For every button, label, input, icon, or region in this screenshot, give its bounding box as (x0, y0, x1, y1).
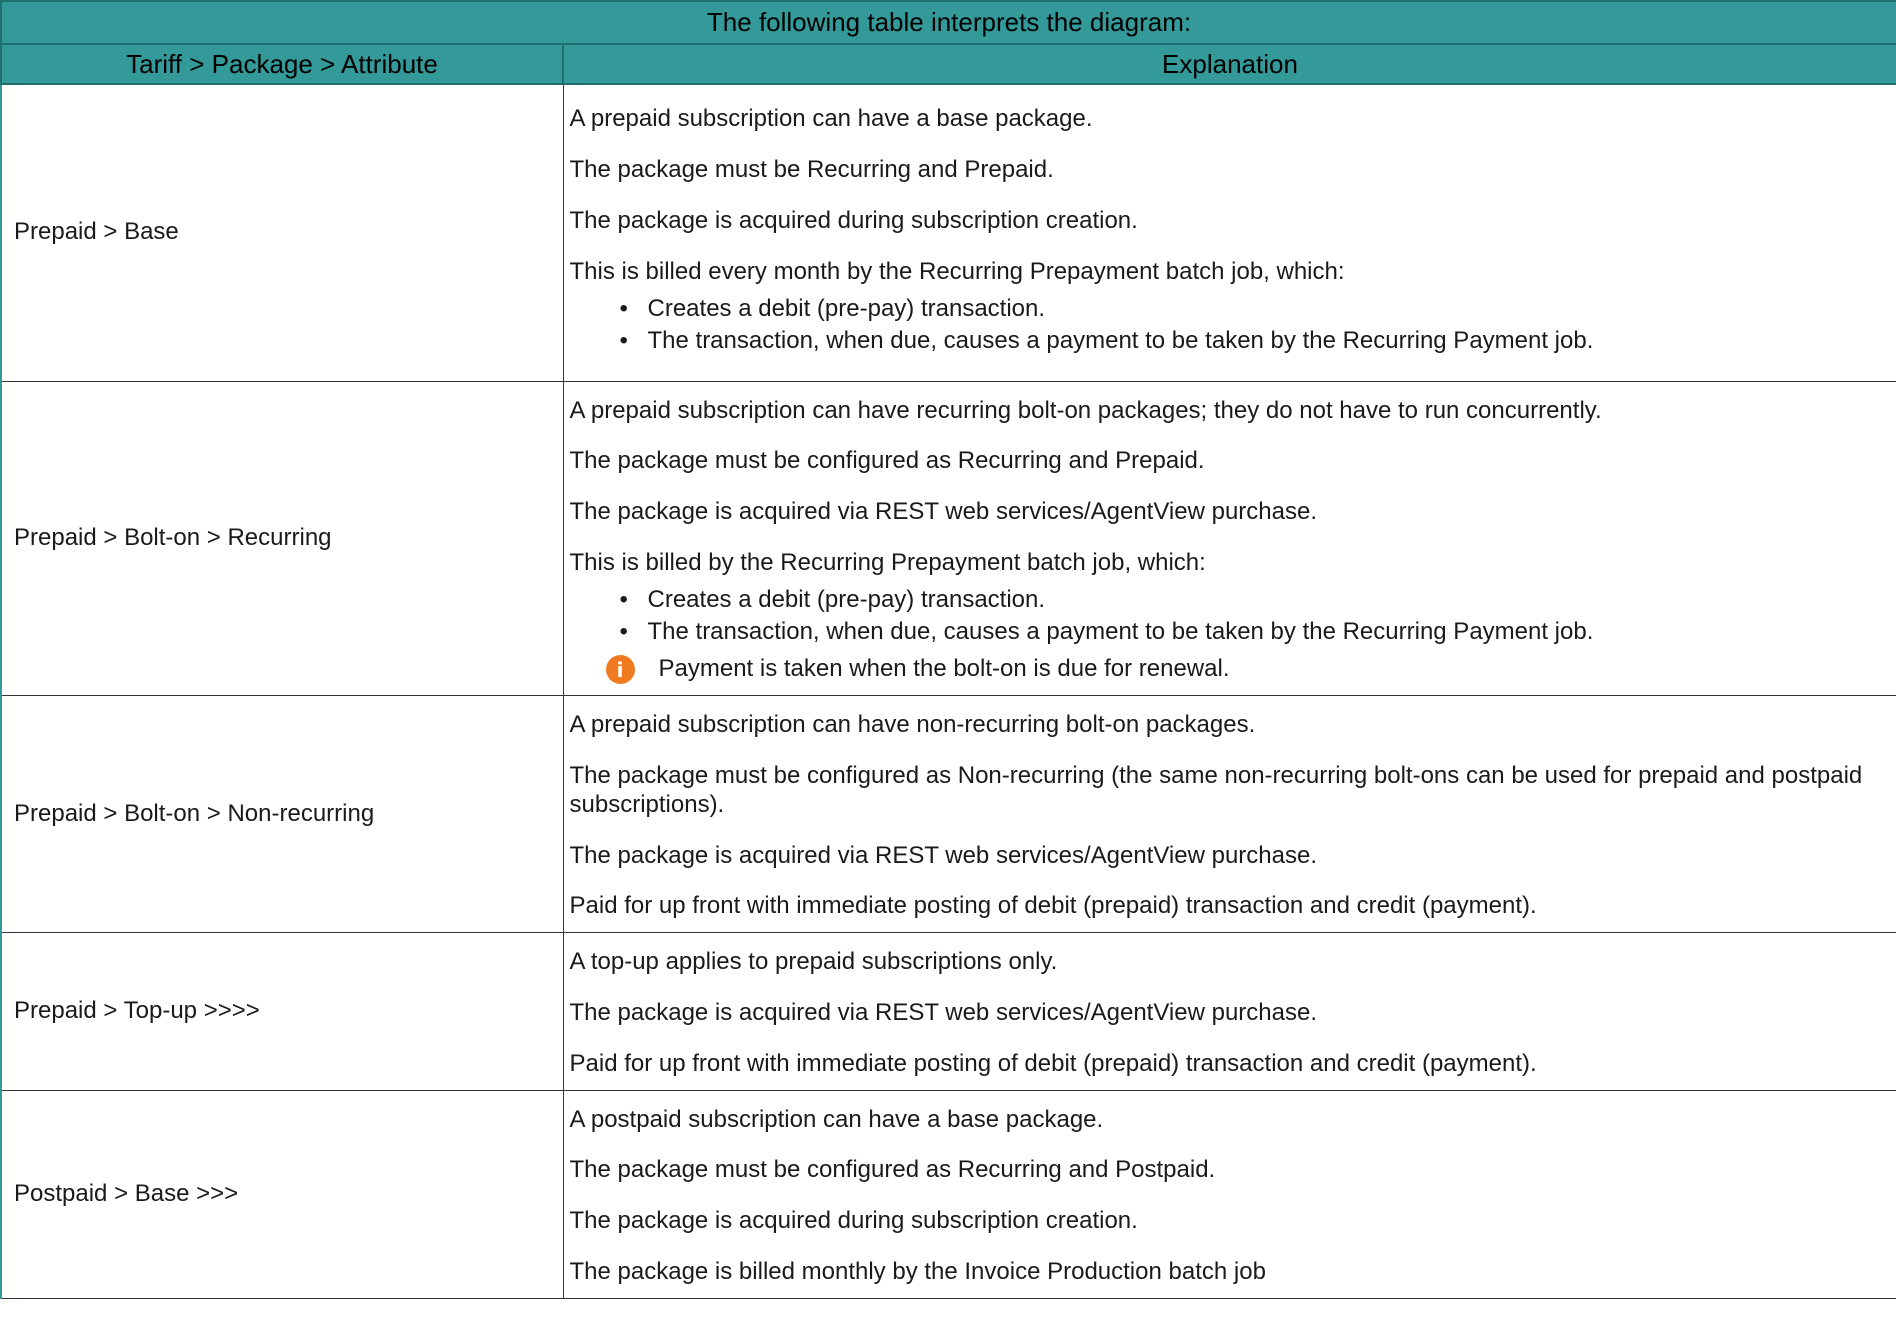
explanation-paragraph: This is billed every month by the Recurring Prepayment batch job, which: (569, 257, 1345, 285)
explanation-paragraph: The package is acquired via REST web services/AgentView purchase. (569, 498, 1318, 526)
bullet-item: • The transaction, when due, causes a payment to be taken by the Recurring Payment job. (648, 618, 1889, 647)
table-row (1, 696, 1896, 933)
attribute-cell: Postpaid > Base >>> (1, 1090, 563, 1298)
explanation-paragraph: A prepaid subscription can have a base package. (569, 105, 1093, 133)
explanation-cell (563, 933, 1896, 1090)
explanation-paragraph: A top-up applies to prepaid subscriptions only. (569, 948, 1058, 976)
bullet-item: • Creates a debit (pre-pay) transaction. (648, 586, 1889, 615)
table-header-row (1, 44, 1896, 84)
explanation-cell (563, 84, 1896, 381)
explanation-paragraph: The package is acquired via REST web services/AgentView purchase. (569, 841, 1318, 869)
explanation-paragraph: The package must be configured as Recurring and Prepaid. (569, 447, 1205, 475)
bullet-item: • Creates a debit (pre-pay) transaction. (648, 295, 1889, 324)
info-icon: i (606, 655, 635, 684)
explanation-paragraph: Paid for up front with immediate posting of debit (prepaid) transaction and credit (payment). (569, 892, 1537, 920)
explanation-paragraph: The package is acquired during subscription creation. (569, 206, 1138, 234)
explanation-paragraph: The package must be configured as Non-recurring (the same non-recurring bolt-ons can be used for prepaid and postpaid subscriptions). (569, 762, 1863, 818)
table-row (1, 1090, 1896, 1298)
explanation-content (570, 933, 1889, 1089)
table-title: The following table interprets the diagram: (1, 1, 1896, 44)
explanation-paragraph: This is billed by the Recurring Prepayment batch job, which: (569, 548, 1206, 576)
table-row (1, 381, 1896, 696)
column-header-explanation: Explanation (563, 44, 1896, 84)
explanation-content (570, 1091, 1889, 1298)
column-header-attribute: Tariff > Package > Attribute (1, 44, 563, 84)
explanation-content (570, 696, 1889, 932)
explanation-paragraph: The package is billed monthly by the Invoice Production batch job (569, 1258, 1266, 1286)
table-title-row (1, 1, 1896, 44)
explanation-paragraph: A prepaid subscription can have non-recurring bolt-on packages. (569, 711, 1256, 739)
explanation-paragraph: The package must be Recurring and Prepaid. (569, 156, 1054, 184)
table-body (1, 84, 1896, 1298)
attribute-cell: Prepaid > Base (1, 84, 563, 381)
explanation-paragraph: The package must be configured as Recurring and Postpaid. (569, 1156, 1216, 1184)
attribute-cell: Prepaid > Bolt-on > Recurring (1, 381, 563, 696)
info-note (606, 655, 1889, 684)
table-row (1, 84, 1896, 381)
bullet-list (570, 586, 1889, 648)
explanation-paragraph: The package is acquired during subscription creation. (569, 1207, 1138, 1235)
explanation-content (570, 382, 1889, 696)
bullet-list (570, 295, 1889, 357)
explanation-content (570, 90, 1889, 375)
explanation-paragraph: Paid for up front with immediate posting of debit (prepaid) transaction and credit (payment). (569, 1049, 1537, 1077)
attribute-cell: Prepaid > Bolt-on > Non-recurring (1, 696, 563, 933)
explanation-paragraph: The package is acquired via REST web services/AgentView purchase. (569, 999, 1318, 1027)
explanation-cell (563, 696, 1896, 933)
bullet-item: • The transaction, when due, causes a payment to be taken by the Recurring Payment job. (648, 327, 1889, 356)
table-row (1, 933, 1896, 1090)
explanation-cell (563, 381, 1896, 696)
attribute-cell: Prepaid > Top-up >>>> (1, 933, 563, 1090)
info-note-text: Payment is taken when the bolt-on is due for renewal. (658, 655, 1230, 683)
explanation-paragraph: A postpaid subscription can have a base package. (569, 1105, 1104, 1133)
explanation-cell (563, 1090, 1896, 1298)
explanation-paragraph: A prepaid subscription can have recurring bolt-on packages; they do not have to run concurrently. (569, 396, 1602, 424)
